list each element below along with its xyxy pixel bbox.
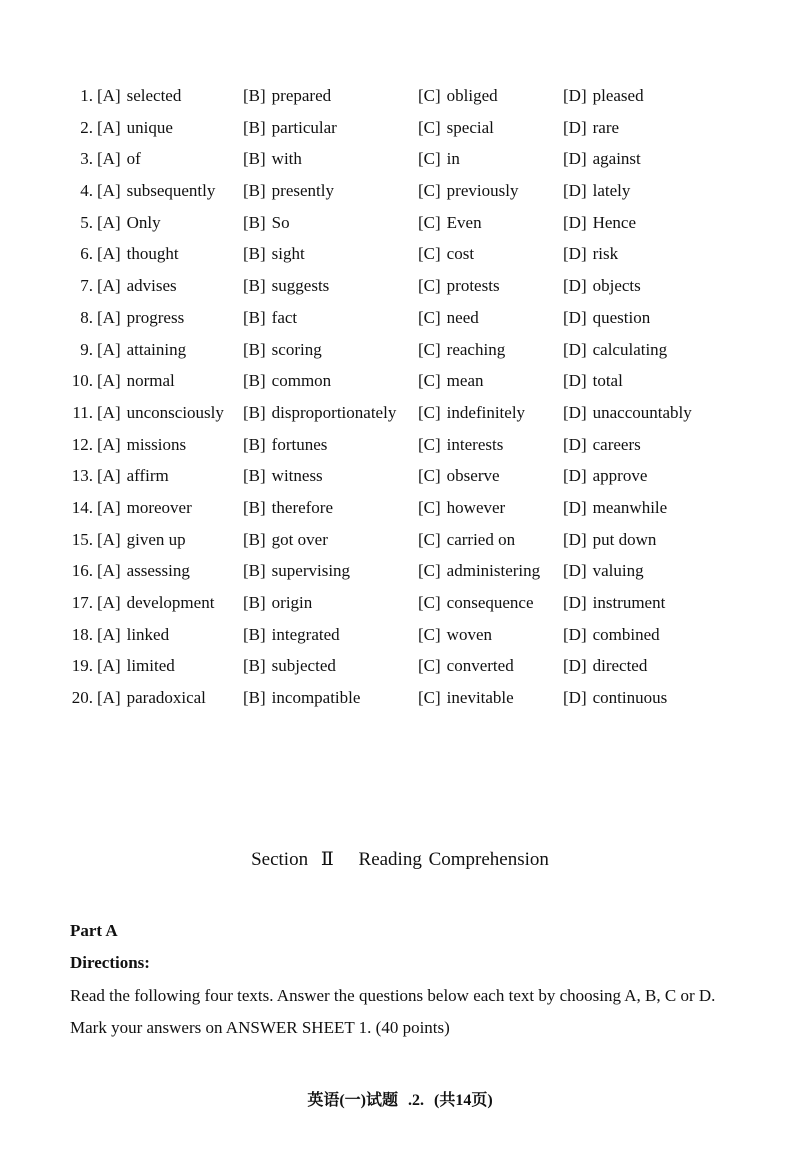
answer-option [563, 365, 623, 397]
question-number: 2. [80, 117, 93, 137]
answer-option [97, 143, 141, 175]
answer-option [418, 429, 503, 461]
question-row [0, 587, 800, 619]
answer-option [97, 460, 169, 492]
option-letter: [B] [243, 339, 266, 359]
option-letter: [A] [97, 276, 121, 296]
answer-option [243, 524, 328, 556]
option-text: objects [592, 276, 641, 296]
section-label: Section [251, 849, 309, 870]
answer-option [563, 238, 618, 270]
option-letter: [C] [418, 212, 441, 232]
section-title [0, 848, 800, 871]
answer-option [418, 397, 525, 429]
option-text: subsequently [126, 181, 216, 201]
answer-option [418, 682, 514, 714]
answer-option [563, 682, 667, 714]
option-letter: [C] [418, 307, 441, 327]
answer-option [243, 207, 290, 239]
answer-option [243, 619, 340, 651]
option-letter: [C] [418, 688, 441, 708]
option-letter: [A] [97, 624, 121, 644]
option-text: So [271, 212, 290, 232]
question-row [0, 238, 800, 270]
question-options-list [0, 80, 800, 714]
option-text: approve [592, 466, 648, 486]
question-number: 4. [80, 181, 93, 201]
answer-option [243, 555, 350, 587]
option-letter: [D] [563, 624, 587, 644]
option-letter: [A] [97, 593, 121, 612]
option-text: given up [126, 529, 186, 549]
option-letter: [B] [243, 466, 266, 486]
answer-option [418, 619, 492, 651]
answer-option [97, 270, 177, 302]
answer-option [97, 207, 161, 239]
option-text: moreover [126, 497, 192, 517]
option-letter: [D] [563, 117, 587, 137]
question-row [0, 555, 800, 587]
answer-option [243, 80, 331, 112]
answer-option [243, 460, 323, 492]
option-text: obliged [446, 86, 498, 105]
directions-label: Directions: [70, 953, 150, 972]
option-letter: [C] [418, 181, 441, 201]
question-row [0, 397, 800, 429]
answer-option [563, 650, 647, 682]
option-letter: [C] [418, 402, 441, 422]
answer-option [563, 207, 636, 239]
option-text: particular [271, 117, 337, 137]
option-letter: [A] [97, 561, 121, 581]
option-text: presently [271, 181, 334, 201]
answer-option [243, 682, 360, 714]
option-letter: [A] [97, 149, 121, 169]
option-letter: [C] [418, 561, 441, 581]
option-text: limited [126, 656, 175, 676]
option-letter: [A] [97, 181, 121, 201]
answer-option [243, 143, 302, 175]
option-text: attaining [126, 339, 187, 359]
option-letter: [B] [243, 688, 266, 708]
option-letter: [A] [97, 656, 121, 676]
answer-option [418, 143, 460, 175]
option-text: carried on [446, 529, 516, 549]
option-letter: [B] [243, 86, 266, 105]
answer-option [563, 302, 650, 334]
option-letter: [D] [563, 593, 587, 612]
option-text: observe [446, 466, 500, 486]
answer-option [243, 112, 337, 144]
option-letter: [C] [418, 593, 441, 612]
answer-option [418, 302, 479, 334]
question-number: 7. [80, 276, 93, 296]
option-text: interests [446, 434, 504, 454]
answer-option [563, 619, 660, 651]
answer-option [243, 397, 396, 429]
question-number: 3. [80, 149, 93, 169]
question-row [0, 112, 800, 144]
answer-option [243, 175, 334, 207]
answer-option [563, 587, 665, 619]
option-text: continuous [592, 688, 668, 708]
answer-option [418, 524, 515, 556]
option-text: combined [592, 624, 660, 644]
answer-option [97, 619, 169, 651]
option-letter: [B] [243, 212, 266, 232]
option-letter: [B] [243, 497, 266, 517]
answer-option [243, 238, 305, 270]
question-row [0, 207, 800, 239]
option-letter: [C] [418, 244, 441, 264]
answer-option [97, 587, 214, 619]
answer-option [243, 270, 329, 302]
answer-option [243, 492, 333, 524]
answer-option [418, 175, 518, 207]
option-text: inevitable [446, 688, 514, 708]
option-letter: [C] [418, 624, 441, 644]
option-text: pleased [592, 86, 644, 105]
answer-option [97, 555, 190, 587]
option-text: selected [126, 86, 182, 105]
option-letter: [C] [418, 371, 441, 391]
option-text: risk [592, 244, 619, 264]
answer-option [563, 460, 647, 492]
answer-option [563, 112, 619, 144]
option-letter: [C] [418, 529, 441, 549]
option-text: affirm [126, 466, 169, 486]
option-text: development [126, 593, 215, 612]
option-letter: [D] [563, 181, 587, 201]
answer-option [243, 650, 336, 682]
answer-option [97, 334, 186, 366]
answer-option [418, 650, 514, 682]
option-letter: [B] [243, 529, 266, 549]
option-letter: [C] [418, 434, 441, 454]
answer-option [97, 492, 192, 524]
option-text: careers [592, 434, 641, 454]
option-text: reaching [446, 339, 506, 359]
option-text: suggests [271, 276, 330, 296]
option-text: protests [446, 276, 500, 296]
question-number: 17. [71, 593, 93, 612]
option-letter: [D] [563, 276, 587, 296]
option-letter: [A] [97, 402, 121, 422]
answer-option [563, 524, 656, 556]
answer-option [418, 112, 494, 144]
question-number: 9. [80, 339, 93, 359]
question-row [0, 650, 800, 682]
answer-option [563, 80, 644, 112]
answer-option [97, 429, 186, 461]
option-letter: [A] [97, 466, 121, 486]
option-text: scoring [271, 339, 322, 359]
option-letter: [A] [97, 688, 121, 708]
option-text: supervising [271, 561, 351, 581]
option-text: against [592, 149, 641, 169]
question-number: 19. [71, 656, 93, 676]
option-letter: [D] [563, 656, 587, 676]
option-text: directed [592, 656, 648, 676]
option-letter: [B] [243, 117, 266, 137]
option-text: meanwhile [592, 497, 668, 517]
option-text: administering [446, 561, 541, 581]
option-text: subjected [271, 656, 336, 676]
option-text: linked [126, 624, 170, 644]
option-text: common [271, 371, 332, 391]
answer-option [563, 334, 667, 366]
question-number: 6. [80, 244, 93, 264]
option-letter: [D] [563, 688, 587, 708]
option-text: prepared [271, 86, 332, 105]
part-heading: Part A [70, 921, 118, 940]
option-letter: [B] [243, 656, 266, 676]
question-number: 14. [71, 497, 93, 517]
answer-option [563, 555, 644, 587]
option-text: therefore [271, 497, 334, 517]
answer-option [243, 587, 312, 619]
option-letter: [B] [243, 371, 266, 391]
answer-option [97, 175, 215, 207]
option-letter: [A] [97, 529, 121, 549]
option-letter: [B] [243, 624, 266, 644]
option-text: got over [271, 529, 328, 549]
question-row [0, 270, 800, 302]
option-text: unaccountably [592, 402, 692, 422]
question-number: 16. [71, 561, 93, 581]
option-letter: [C] [418, 86, 441, 105]
answer-option [243, 429, 327, 461]
question-row [0, 460, 800, 492]
option-letter: [D] [563, 371, 587, 391]
option-letter: [D] [563, 434, 587, 454]
question-number: 13. [71, 466, 93, 486]
option-text: converted [446, 656, 514, 676]
option-letter: [C] [418, 466, 441, 486]
option-text: question [592, 307, 651, 327]
option-text: cost [446, 244, 475, 264]
option-letter: [C] [418, 656, 441, 676]
answer-option [418, 365, 484, 397]
question-number: 1. [80, 86, 93, 105]
option-letter: [A] [97, 117, 121, 137]
option-letter: [A] [97, 339, 121, 359]
option-text: Only [126, 212, 161, 232]
option-text: put down [592, 529, 657, 549]
option-text: instrument [592, 593, 666, 612]
page-footer: 英语(一)试题 .2. (共14页) [307, 1092, 493, 1109]
option-text: witness [271, 466, 323, 486]
option-letter: [D] [563, 244, 587, 264]
option-letter: [A] [97, 212, 121, 232]
option-text: progress [126, 307, 185, 327]
option-text: paradoxical [126, 688, 206, 708]
answer-option [418, 334, 505, 366]
option-letter: [A] [97, 434, 121, 454]
option-letter: [D] [563, 86, 587, 105]
option-text: assessing [126, 561, 190, 581]
option-text: calculating [592, 339, 668, 359]
question-row [0, 492, 800, 524]
answer-option [97, 238, 179, 270]
answer-option [418, 270, 500, 302]
option-text: mean [446, 371, 484, 391]
option-letter: [D] [563, 339, 587, 359]
question-row [0, 334, 800, 366]
answer-option [243, 302, 297, 334]
question-number: 5. [80, 212, 93, 232]
question-row [0, 524, 800, 556]
option-text: Hence [592, 212, 637, 232]
question-row [0, 682, 800, 714]
option-letter: [C] [418, 339, 441, 359]
option-letter: [A] [97, 497, 121, 517]
option-text: valuing [592, 561, 644, 581]
option-letter: [D] [563, 149, 587, 169]
answer-option [97, 365, 175, 397]
option-letter: [D] [563, 497, 587, 517]
option-letter: [B] [243, 307, 266, 327]
option-letter: [D] [563, 402, 587, 422]
question-number: 10. [71, 371, 93, 391]
question-row [0, 175, 800, 207]
option-letter: [B] [243, 402, 266, 422]
option-text: consequence [446, 593, 534, 612]
option-letter: [B] [243, 276, 266, 296]
option-letter: [D] [563, 307, 587, 327]
option-letter: [D] [563, 529, 587, 549]
answer-option [418, 492, 505, 524]
option-letter: [A] [97, 371, 121, 391]
answer-option [97, 80, 181, 112]
option-text: rare [592, 117, 620, 137]
option-letter: [A] [97, 244, 121, 264]
question-number: 12. [71, 434, 93, 454]
option-text: however [446, 497, 506, 517]
option-text: special [446, 117, 494, 137]
question-row [0, 80, 800, 112]
option-text: unconsciously [126, 402, 224, 422]
option-text: fact [271, 307, 298, 327]
question-row [0, 143, 800, 175]
section-numeral: Ⅱ [320, 849, 334, 870]
option-text: of [126, 149, 141, 169]
option-text: disproportionately [271, 402, 397, 422]
answer-option [97, 524, 186, 556]
question-number: 15. [71, 529, 93, 549]
option-letter: [D] [563, 466, 587, 486]
section-name: Reading Comprehension [358, 849, 549, 870]
option-text: in [446, 149, 460, 169]
option-letter: [C] [418, 276, 441, 296]
option-text: sight [271, 244, 305, 264]
option-text: unique [126, 117, 173, 137]
answer-option [418, 555, 540, 587]
answer-option [563, 175, 630, 207]
answer-option [97, 302, 184, 334]
answer-option [97, 682, 206, 714]
option-letter: [D] [563, 561, 587, 581]
question-row [0, 429, 800, 461]
option-letter: [C] [418, 149, 441, 169]
question-number: 20. [71, 688, 93, 708]
option-text: woven [446, 624, 492, 644]
question-row [0, 365, 800, 397]
option-letter: [B] [243, 434, 266, 454]
answer-option [97, 112, 173, 144]
option-text: integrated [271, 624, 340, 644]
question-row [0, 619, 800, 651]
option-letter: [B] [243, 593, 266, 612]
option-text: need [446, 307, 479, 327]
answer-option [418, 587, 534, 619]
answer-option [418, 80, 498, 112]
answer-option [418, 207, 482, 239]
option-text: Even [446, 212, 482, 232]
option-text: origin [271, 593, 313, 612]
option-text: advises [126, 276, 177, 296]
question-number: 18. [71, 624, 93, 644]
answer-option [418, 460, 500, 492]
option-text: lately [592, 181, 631, 201]
answer-option [243, 365, 331, 397]
directions-text: Read the following four texts. Answer the questions below each text by choosing A, B, C or D. Mark your answers on ANSWER SHEET 1. (40 points) [70, 986, 716, 1037]
option-text: fortunes [271, 434, 328, 454]
option-text: previously [446, 181, 519, 201]
option-letter: [B] [243, 561, 266, 581]
option-text: with [271, 149, 302, 169]
option-letter: [C] [418, 497, 441, 517]
option-text: normal [126, 371, 175, 391]
answer-option [418, 238, 474, 270]
answer-option [563, 492, 667, 524]
option-letter: [B] [243, 244, 266, 264]
option-text: indefinitely [446, 402, 526, 422]
answer-option [563, 429, 641, 461]
answer-option [97, 650, 175, 682]
answer-option [563, 397, 692, 429]
option-letter: [A] [97, 307, 121, 327]
answer-option [243, 334, 322, 366]
option-text: incompatible [271, 688, 361, 708]
question-number: 11. [72, 402, 93, 422]
question-row [0, 302, 800, 334]
option-letter: [D] [563, 212, 587, 232]
option-text: total [592, 371, 623, 391]
answer-option [563, 143, 641, 175]
answer-option [97, 397, 224, 429]
question-number: 8. [80, 307, 93, 327]
option-text: thought [126, 244, 179, 264]
answer-option [563, 270, 641, 302]
option-letter: [C] [418, 117, 441, 137]
option-letter: [A] [97, 86, 121, 105]
option-letter: [B] [243, 149, 266, 169]
option-letter: [B] [243, 181, 266, 201]
option-text: missions [126, 434, 187, 454]
